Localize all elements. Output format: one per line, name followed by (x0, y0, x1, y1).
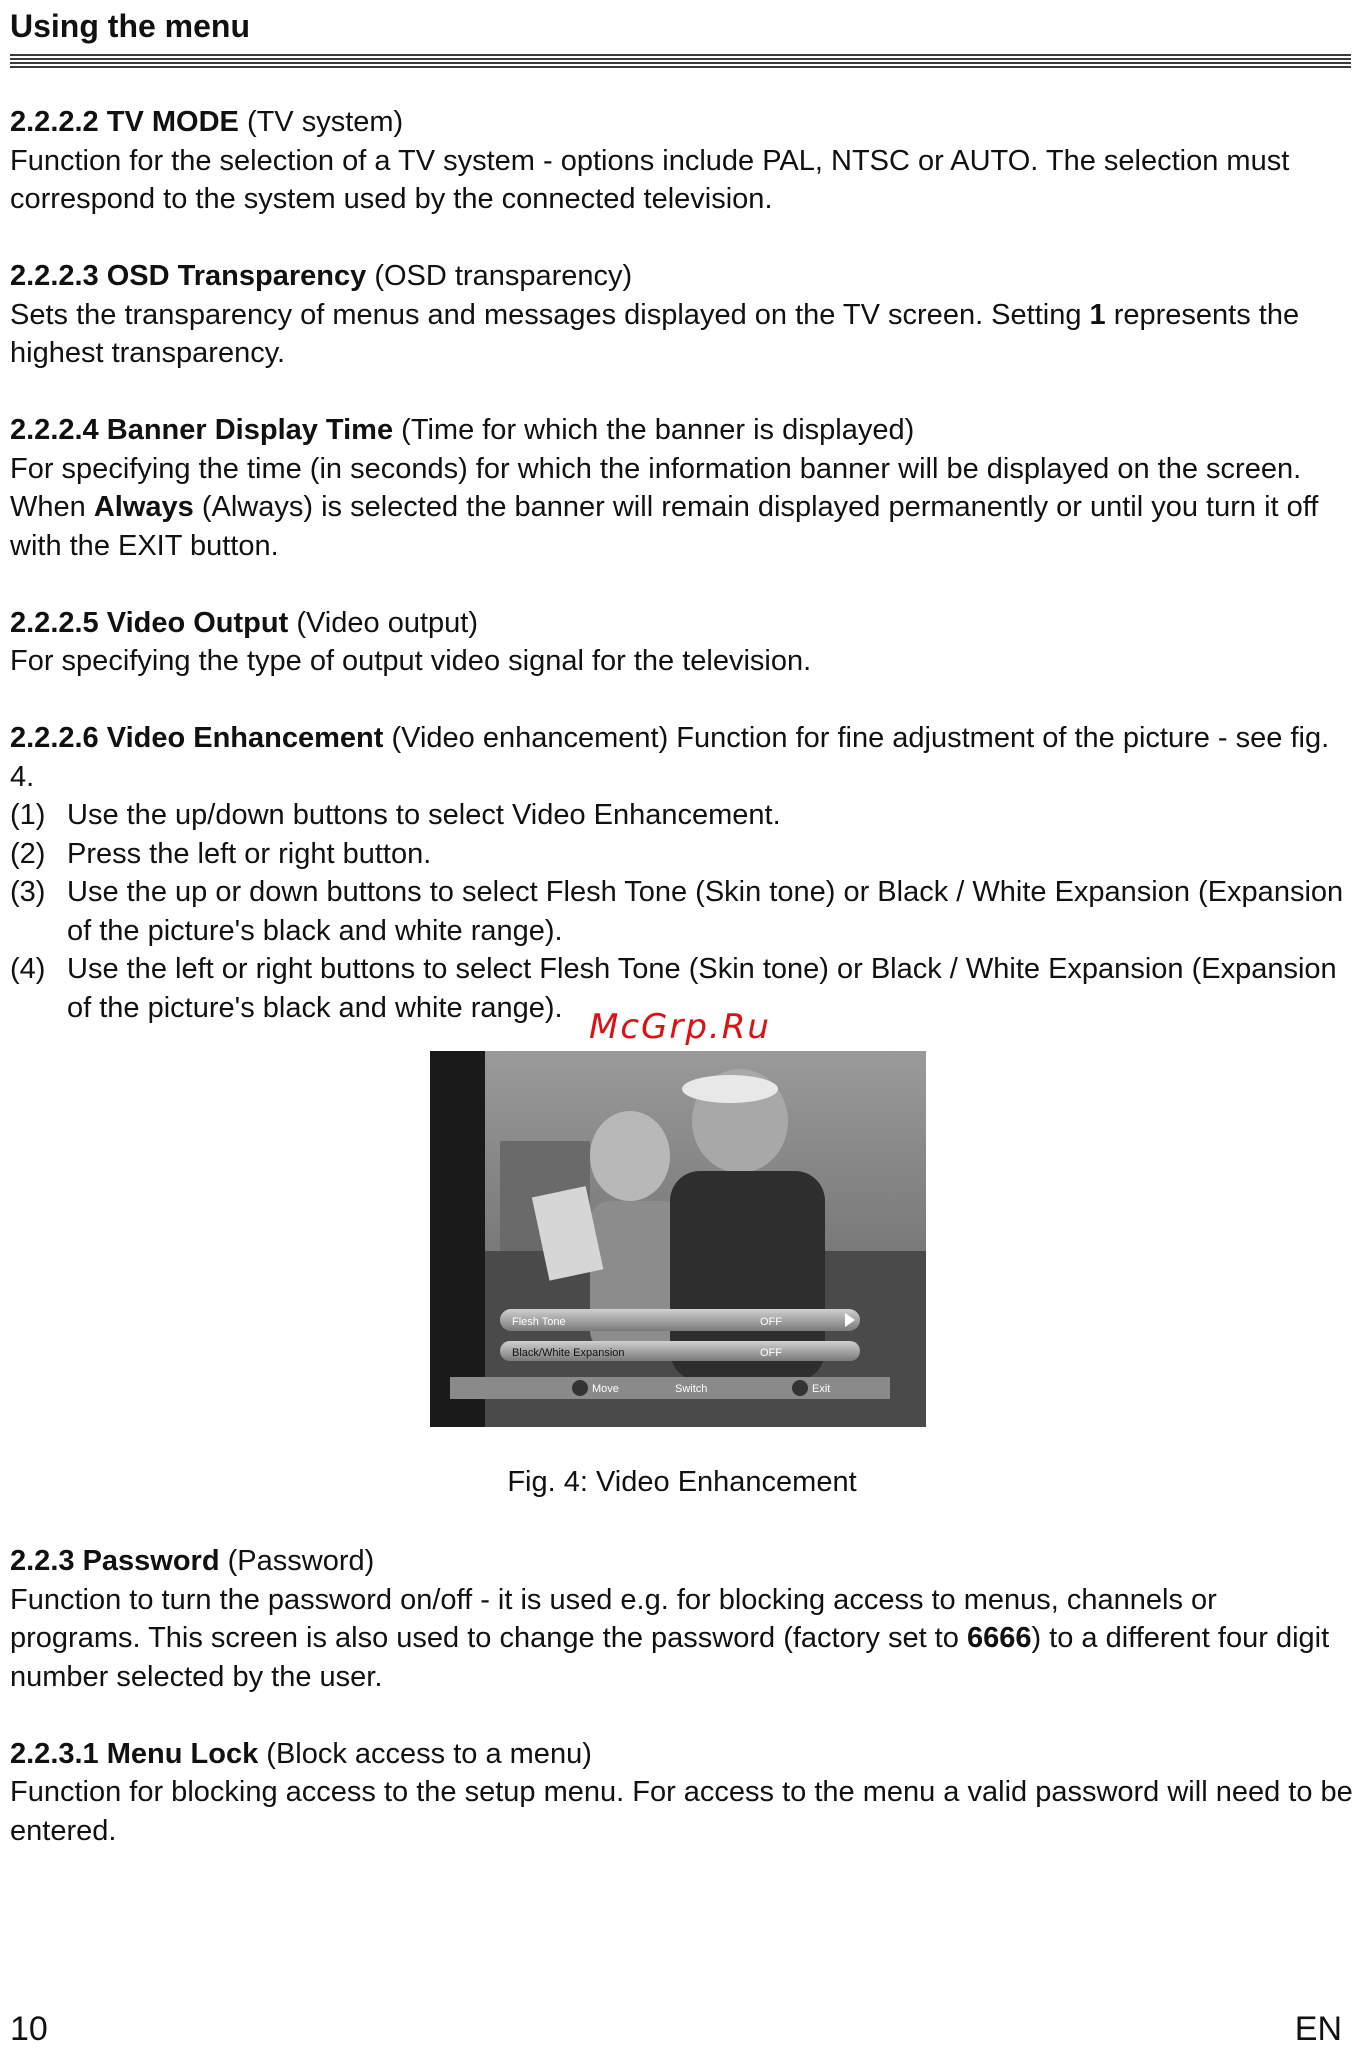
section-body: Function for blocking access to the setup menu. For access to the menu a valid password will need to be entered. (10, 1776, 1353, 1847)
step-number: (1) (10, 799, 46, 831)
step-text: Press the left or right button. (67, 837, 432, 870)
figure-caption: Fig. 4: Video Enhancement (507, 1466, 857, 1498)
section-body: For specifying the type of output video signal for the television. (10, 645, 812, 677)
section-number: 2.2.3.1 (10, 1737, 99, 1770)
section-body (10, 296, 1355, 373)
section-video-output (10, 604, 1355, 681)
visor (682, 1075, 778, 1103)
body-bold: 1 (1089, 298, 1106, 331)
section-subtitle: (Password) (227, 1545, 375, 1577)
section-heading (10, 719, 1355, 796)
section-number: 2.2.2.6 (10, 722, 99, 754)
list-item (10, 796, 1355, 835)
section-tv-mode (10, 103, 1355, 219)
steps-list (10, 796, 1355, 1027)
body-bold: 6666 (966, 1622, 1032, 1654)
move-label: Move (592, 1383, 619, 1395)
page-number: 10 (10, 2010, 48, 2048)
step-text: Use the up or down buttons to select Flesh Tone (Skin tone) or Black / White Expansion (Expansion of the picture's black and white range). (67, 876, 1344, 947)
section-body (10, 450, 1355, 566)
section-subtitle: (OSD transparency) (374, 260, 633, 292)
main-content (10, 103, 1355, 1066)
figure-video-enhancement (430, 1051, 926, 1427)
section-menu-lock (10, 1735, 1355, 1851)
person-left-head (590, 1111, 670, 1201)
flesh-tone-label: Flesh Tone (512, 1316, 566, 1328)
step-number: (4) (10, 953, 46, 985)
step-number: (2) (10, 837, 46, 870)
exit-icon (792, 1380, 808, 1396)
section-heading (10, 103, 1355, 142)
step-text: Use the left or right buttons to select Flesh Tone (Skin tone) or Black / White Expansion (Expansion of the picture's black and white range). (67, 953, 1337, 1024)
language-code: EN (1294, 2010, 1342, 2048)
section-heading (10, 604, 1355, 643)
section-title: TV MODE (106, 106, 239, 138)
flesh-tone-value: OFF (760, 1316, 782, 1328)
body-text: For specifying the time (in seconds) for which the information banner will be displayed on the screen. When (10, 452, 1302, 523)
section-title: OSD Transparency (106, 260, 367, 292)
section-title: Menu Lock (106, 1737, 259, 1770)
section-heading (10, 257, 1355, 296)
list-item (10, 873, 1355, 950)
body-text: Function to turn the password on/off - it is used e.g. for blocking access to menus, channels or programs. This screen is also used to change the password (factory set to (10, 1583, 1217, 1654)
body-text: Sets the transparency of menus and messages displayed on the TV screen. Setting (10, 298, 1090, 331)
bw-expansion-label: Black/White Expansion (512, 1347, 625, 1359)
body-bold: Always (93, 491, 194, 523)
section-banner-display-time (10, 411, 1355, 565)
section-title: Password (82, 1545, 220, 1577)
section-subtitle: (TV system) (246, 106, 404, 138)
body-text: (Always) is selected the banner will remain displayed permanently or until you turn it off with the EXIT button. (10, 491, 1319, 562)
section-heading (10, 1542, 1355, 1581)
section-body (10, 1581, 1355, 1697)
step-text: Use the up/down buttons to select Video Enhancement. (67, 799, 781, 831)
page-title: Using the menu (10, 8, 251, 44)
section-number: 2.2.3 (10, 1545, 75, 1577)
section-heading (10, 411, 1355, 450)
section-video-enhancement (10, 719, 1355, 1027)
main-content-continued (10, 1542, 1355, 1889)
bw-expansion-value: OFF (760, 1347, 782, 1359)
section-subtitle: (Video output) (296, 606, 478, 639)
list-item (10, 835, 1355, 874)
section-number: 2.2.2.5 (10, 606, 99, 639)
body-text: ) to a different four digit number selected by the user. (10, 1622, 1330, 1693)
section-title: Video Output (106, 606, 289, 639)
section-subtitle: (Block access to a menu) (266, 1737, 592, 1770)
section-number: 2.2.2.4 (10, 414, 99, 446)
section-number: 2.2.2.2 (10, 106, 99, 138)
tv-screenshot (430, 1051, 926, 1427)
section-subtitle: (Time for which the banner is displayed) (401, 414, 915, 446)
section-subtitle: (Video enhancement) Function for fine adjustment of the picture - see fig. 4. (10, 722, 1330, 793)
section-heading (10, 1735, 1355, 1774)
move-icon (572, 1380, 588, 1396)
section-body: Function for the selection of a TV system - options include PAL, NTSC or AUTO. The selection must correspond to the system used by the connected television. (10, 144, 1290, 215)
watermark: McGrp.Ru (589, 1007, 771, 1047)
header-rule (10, 54, 1351, 68)
step-number: (3) (10, 876, 46, 908)
section-password (10, 1542, 1355, 1696)
section-title: Video Enhancement (106, 722, 384, 754)
section-number: 2.2.2.3 (10, 260, 99, 292)
body-text: represents the highest transparency. (10, 298, 1300, 369)
section-osd-transparency (10, 257, 1355, 373)
exit-label: Exit (812, 1383, 831, 1395)
section-title: Banner Display Time (106, 414, 394, 446)
switch-label: Switch (675, 1383, 708, 1395)
